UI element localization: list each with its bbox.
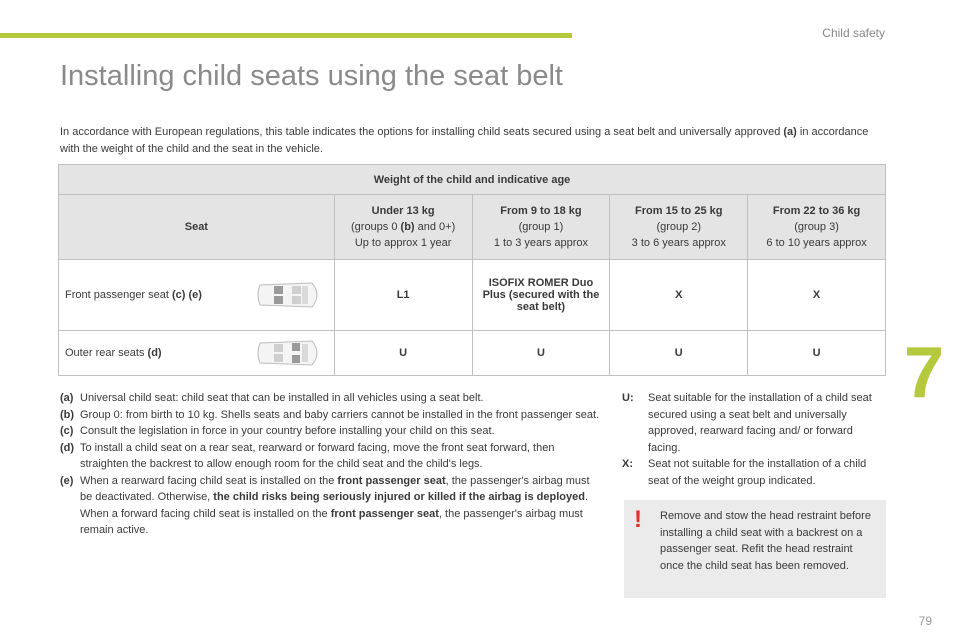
child-seat-table — [58, 164, 886, 376]
warning-icon: ! — [634, 506, 642, 533]
column-3-group: (group 2) — [656, 221, 702, 233]
seat-cell-rear — [59, 331, 335, 376]
top-accent-bar — [0, 33, 572, 38]
column-2-age: 1 to 3 years approx — [493, 237, 589, 249]
column-4-title: From 22 to 36 kg — [772, 205, 861, 217]
intro-text-1: In accordance with European regulations, this table indicates the options for installing child seats secured using a seat belt and universally approved — [60, 126, 784, 138]
cell-front-2: ISOFIX ROMER Duo Plus (secured with the seat belt) — [472, 260, 610, 331]
cell-rear-4: U — [748, 331, 886, 376]
column-2-title: From 9 to 18 kg — [500, 205, 582, 217]
intro-ref: (a) — [783, 126, 797, 138]
legend-x: X: Seat not suitable for the installation of a child seat of the weight group indicated. — [622, 458, 867, 487]
legend — [622, 390, 888, 489]
footnote-e: (e) When a rearward facing child seat is installed on the front passenger seat, the passenger's airbag must be deactivated. Otherwise, the child risks being seriously injured or killed if the airbag is deployed. When a forward facing child seat is installed on the front passenger seat, the passenger's airbag must remain active. — [60, 474, 590, 536]
footnote-a: (a) Universal child seat: child seat that can be installed in all vehicles using a seat belt. — [60, 392, 484, 404]
column-2-group: (group 1) — [518, 221, 564, 233]
cell-front-4: X — [748, 260, 886, 331]
footnote-d: (d) To install a child seat on a rear seat, rearward or forward facing, move the front seat forward, then straighten the backrest to allow enough room for the child seat and the child's legs. — [60, 441, 555, 470]
column-4-age: 6 to 10 years approx — [766, 237, 867, 249]
seat-refs-rear: (d) — [147, 347, 162, 359]
seat-header: Seat — [59, 195, 335, 260]
table-row — [59, 260, 886, 331]
seat-label-rear: Outer rear seats — [65, 347, 148, 359]
cell-front-1: L1 — [334, 260, 472, 331]
intro-paragraph — [60, 124, 888, 158]
warning-box — [624, 500, 886, 598]
column-3-age: 3 to 6 years approx — [631, 237, 726, 249]
footnotes — [60, 390, 600, 539]
column-1-age: Up to approx 1 year — [354, 237, 452, 249]
column-1-group: (groups 0 (b) and 0+) — [351, 221, 456, 233]
warning-text: Remove and stow the head restraint before installing a child seat with a backrest on a passenger seat. Refit the head restraint once the child seat has been removed. — [660, 510, 871, 572]
legend-u: U: Seat suitable for the installation of a child seat secured using a seat belt and universally approved, rearward facing and/ or forward facing. — [622, 392, 872, 454]
page-number: 79 — [918, 614, 932, 628]
column-1-title: Under 13 kg — [371, 205, 435, 217]
seat-refs-front: (c) (e) — [172, 289, 202, 301]
cell-rear-3: U — [610, 331, 748, 376]
section-title: Child safety — [822, 26, 885, 40]
seat-label-front: Front passenger seat — [65, 289, 173, 301]
footnote-c: (c) Consult the legislation in force in your country before installing your child on this seat. — [60, 425, 495, 437]
column-header-3 — [610, 195, 748, 260]
seat-cell-front — [59, 260, 335, 331]
table-row — [59, 331, 886, 376]
footnote-b: (b) Group 0: from birth to 10 kg. Shells seats and baby carriers cannot be installed in the front passenger seat. — [60, 408, 600, 421]
column-header-4 — [748, 195, 886, 260]
car-front-seat-icon — [252, 277, 326, 313]
column-4-group: (group 3) — [794, 221, 839, 233]
weight-group-header: Weight of the child and indicative age — [59, 165, 886, 195]
cell-rear-2: U — [472, 331, 610, 376]
column-header-1 — [334, 195, 472, 260]
cell-front-3: X — [610, 260, 748, 331]
page-title: Installing child seats using the seat belt — [60, 60, 563, 92]
car-rear-seats-icon — [252, 335, 326, 371]
column-header-2 — [472, 195, 610, 260]
intro-text-2: in accordance with the weight of the child and the seat in the vehicle. — [60, 126, 869, 155]
chapter-number: 7 — [904, 333, 945, 413]
column-3-title: From 15 to 25 kg — [635, 205, 723, 217]
cell-rear-1: U — [334, 331, 472, 376]
